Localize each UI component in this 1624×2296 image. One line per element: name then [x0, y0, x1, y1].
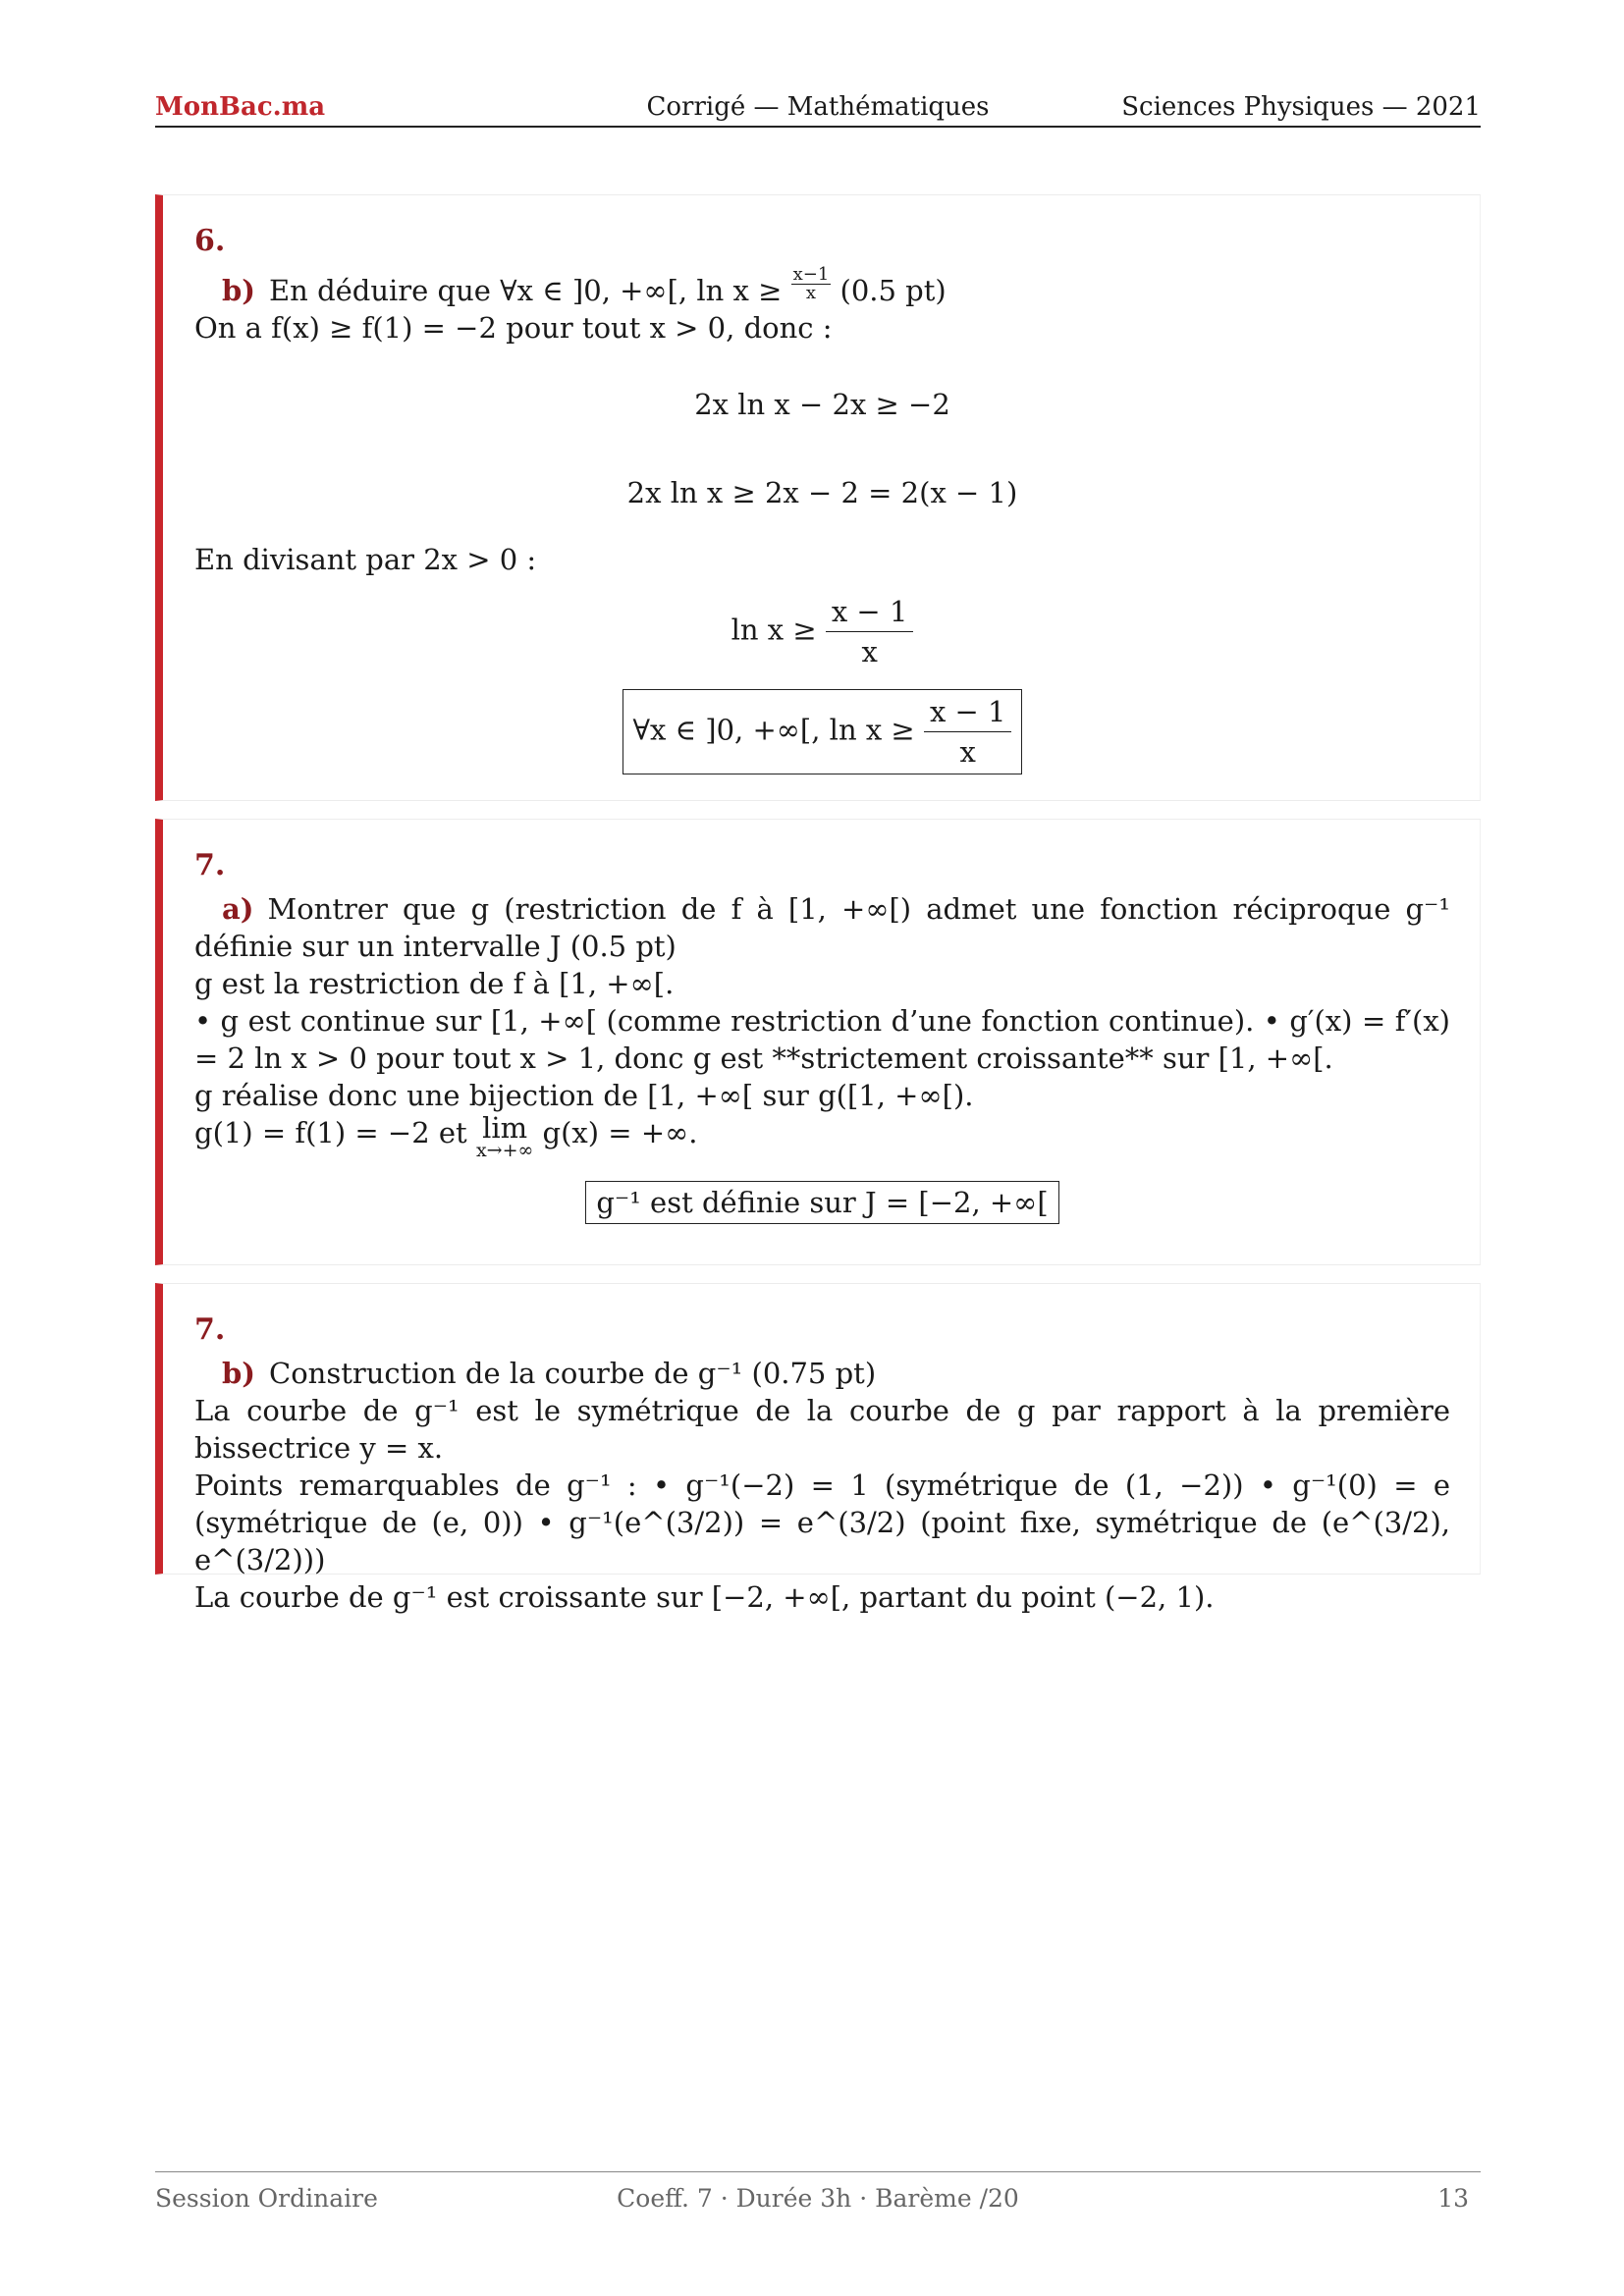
page-footer: [155, 2171, 1481, 2212]
text-line: g réalise donc une bijection de [1, +∞[ sur g([1, +∞[).: [194, 1079, 974, 1112]
part-title: [194, 1355, 1450, 1392]
equation: 2x ln x ≥ 2x − 2 = 2(x − 1): [626, 476, 1018, 509]
part-label: b): [222, 1357, 255, 1390]
fraction-numerator: x − 1: [826, 592, 914, 632]
lim-subscript: x→+∞: [475, 1140, 534, 1161]
limit-text-post: g(x) = +∞.: [533, 1116, 698, 1149]
part-label: b): [222, 274, 255, 307]
limit-operator: [475, 1111, 534, 1161]
part-title: [194, 890, 1450, 965]
lim-word: lim: [482, 1111, 528, 1145]
fraction: [826, 592, 914, 671]
fraction-numerator: x−1: [792, 264, 830, 285]
limit-line: [194, 1111, 1450, 1161]
fraction-denominator: x: [861, 635, 878, 668]
equation: 2x ln x − 2x ≥ −2: [694, 388, 950, 421]
text-line: Points remarquables de g⁻¹ : • g⁻¹(−2) = 1 (symétrique de (1, −2)) • g⁻¹(0) = e (symétrique de (e, 0)) • g⁻¹(e^(3/2)) = e^(3/2) (point fixe, symétrique de (e^(3/2), e^(3/2))): [194, 1468, 1450, 1576]
equation: [194, 592, 1450, 671]
text-line: • g est continue sur [1, +∞[ (comme restriction d’une fonction continue). • g′(x) = f′(x) = 2 ln x > 0 pour tout x > 1, donc g est **strictement croissante** sur [1, +∞[.: [194, 1004, 1450, 1075]
part-title-text: Montrer que g (restriction de f à [1, +∞[) admet une fonction réciproque g⁻¹ définie sur un intervalle J (0.5 pt): [194, 892, 1450, 963]
text-line: On a f(x) ≥ f(1) = −2 pour tout x > 0, donc :: [194, 311, 833, 345]
footer-details: Coeff. 7 · Durée 3h · Barème /20: [617, 2184, 1019, 2213]
brand-logo-text[interactable]: MonBac.ma: [155, 92, 326, 122]
inline-fraction: [791, 266, 832, 302]
limit-text-pre: g(1) = f(1) = −2 et: [194, 1116, 476, 1149]
text-line: La courbe de g⁻¹ est le symétrique de la courbe de g par rapport à la première bissectrice y = x.: [194, 1394, 1450, 1465]
page-header: [155, 90, 1481, 128]
part-title-text: En déduire que ∀x ∈ ]0, +∞[, ln x ≥: [269, 274, 791, 307]
equation-lhs: ln x ≥: [731, 613, 826, 647]
part-title-text: Construction de la courbe de g⁻¹ (0.75 pt): [269, 1357, 877, 1390]
question-6-card: [155, 194, 1481, 801]
question-7b-card: [155, 1283, 1481, 1614]
question-number: 7.: [194, 848, 226, 882]
fraction: [924, 692, 1012, 772]
boxed-result: [194, 1181, 1450, 1224]
question-number: 6.: [194, 224, 226, 258]
part-points: (0.5 pt): [831, 274, 947, 307]
equation-lhs: ∀x ∈ ]0, +∞[, ln x ≥: [632, 713, 924, 747]
question-number: 7.: [194, 1312, 226, 1347]
header-subject: Corrigé — Mathématiques: [646, 92, 990, 122]
part-title: [194, 266, 1450, 309]
fraction-denominator: x: [805, 283, 817, 303]
result-box: g⁻¹ est définie sur J = [−2, +∞[: [585, 1181, 1058, 1224]
fraction-denominator: x: [959, 735, 976, 769]
footer-session: Session Ordinaire: [155, 2184, 378, 2213]
text-line: La courbe de g⁻¹ est croissante sur [−2, +∞[, partant du point (−2, 1).: [194, 1580, 1215, 1614]
result-box: [623, 689, 1023, 774]
page-number: 13: [1437, 2184, 1469, 2213]
part-label: a): [222, 892, 254, 926]
question-7a-card: [155, 819, 1481, 1265]
boxed-result: [194, 689, 1450, 774]
header-series-year: Sciences Physiques — 2021: [1121, 92, 1481, 122]
text-line: En divisant par 2x > 0 :: [194, 543, 537, 576]
text-line: g est la restriction de f à [1, +∞[.: [194, 967, 675, 1000]
fraction-numerator: x − 1: [924, 692, 1012, 732]
